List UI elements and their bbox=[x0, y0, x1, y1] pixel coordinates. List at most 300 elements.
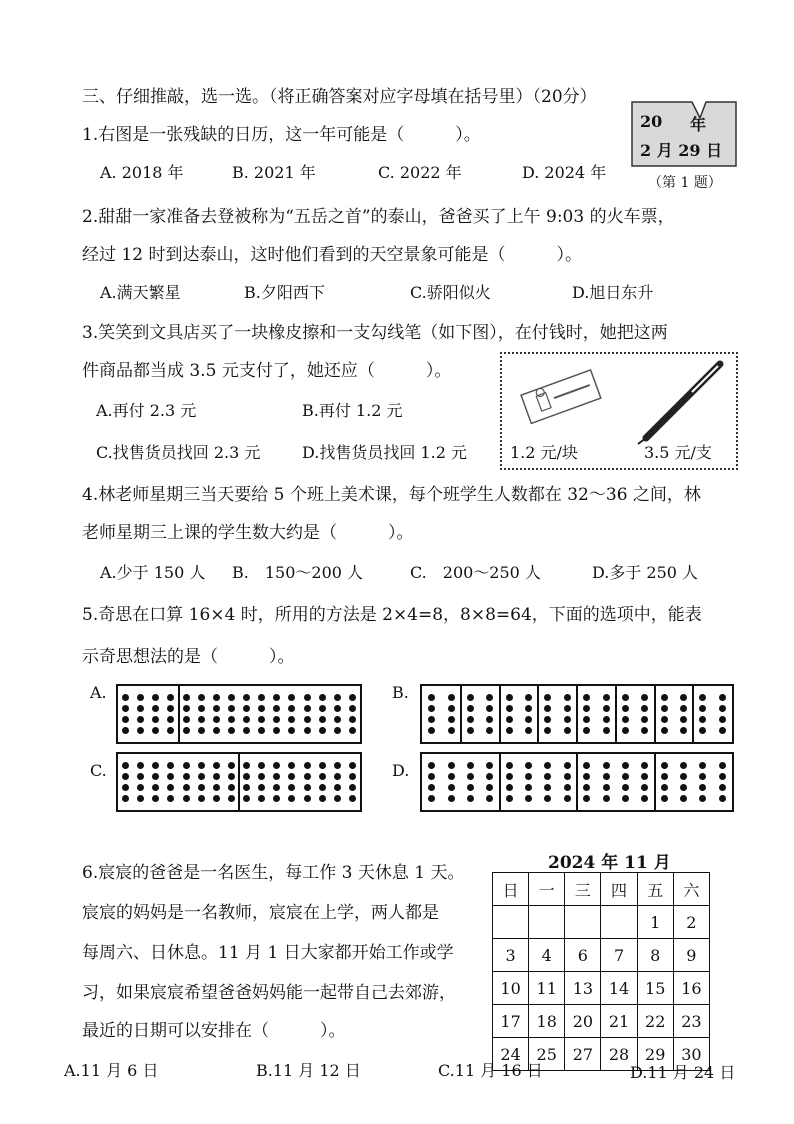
array-dot bbox=[137, 773, 144, 780]
array-dot bbox=[622, 762, 629, 769]
q1-option-d: D. 2024 年 bbox=[522, 163, 607, 182]
calendar-day bbox=[493, 906, 529, 939]
array-dot bbox=[583, 773, 590, 780]
array-dot bbox=[152, 784, 159, 791]
array-dot bbox=[486, 773, 493, 780]
array-dot bbox=[564, 784, 571, 791]
array-dot bbox=[349, 727, 356, 734]
weekday-header: 五 bbox=[637, 873, 673, 906]
calendar-day: 24 bbox=[493, 1038, 529, 1071]
array-dot bbox=[486, 795, 493, 802]
array-dot bbox=[273, 694, 280, 701]
array-dot bbox=[641, 716, 648, 723]
array-dot bbox=[467, 727, 474, 734]
array-dot bbox=[167, 762, 174, 769]
array-dot bbox=[564, 727, 571, 734]
array-dot bbox=[183, 795, 190, 802]
november-calendar bbox=[492, 872, 710, 1071]
array-dot bbox=[467, 716, 474, 723]
calendar-day bbox=[565, 906, 601, 939]
array-dot bbox=[448, 727, 455, 734]
array-dot bbox=[486, 727, 493, 734]
array-dot bbox=[183, 773, 190, 780]
array-dot bbox=[583, 762, 590, 769]
array-dot bbox=[467, 694, 474, 701]
array-dot bbox=[641, 705, 648, 712]
array-dot bbox=[349, 795, 356, 802]
q6-line5: 最近的日期可以安排在（ ）。 bbox=[82, 1021, 346, 1041]
array-dot bbox=[304, 762, 311, 769]
eraser-price: 1.2 元/块 bbox=[510, 443, 578, 462]
array-dot bbox=[525, 762, 532, 769]
array-dot bbox=[122, 784, 129, 791]
array-dot bbox=[122, 762, 129, 769]
calendar-week-row bbox=[493, 906, 710, 939]
calendar-day: 2 bbox=[673, 906, 709, 939]
array-dot bbox=[213, 716, 220, 723]
array-dot bbox=[122, 727, 129, 734]
array-dot bbox=[334, 705, 341, 712]
array-dot bbox=[622, 694, 629, 701]
array-dot bbox=[198, 773, 205, 780]
q1-caption: （第 1 题） bbox=[648, 175, 722, 191]
q3-option-a: A.再付 2.3 元 bbox=[96, 401, 197, 420]
weekday-header: 三 bbox=[565, 873, 601, 906]
array-dot bbox=[288, 795, 295, 802]
q4-option-c: C. 200～250 人 bbox=[410, 563, 541, 582]
q6-line1: 6.宸宸的爸爸是一名医生，每工作 3 天休息 1 天。 bbox=[82, 863, 465, 883]
array-dot bbox=[213, 727, 220, 734]
q5-label-b: B. bbox=[392, 683, 409, 702]
q6-line2: 宸宸的妈妈是一名教师，宸宸在上学，两人都是 bbox=[82, 903, 439, 923]
array-dot bbox=[719, 762, 726, 769]
array-dot bbox=[183, 694, 190, 701]
weekday-header: 六 bbox=[673, 873, 709, 906]
array-dot bbox=[661, 795, 668, 802]
array-dot bbox=[243, 694, 250, 701]
array-dot bbox=[448, 795, 455, 802]
array-dot bbox=[661, 694, 668, 701]
array-dot bbox=[334, 762, 341, 769]
array-dot bbox=[486, 705, 493, 712]
weekday-header: 一 bbox=[529, 873, 565, 906]
array-dot bbox=[719, 727, 726, 734]
pen-price: 3.5 元/支 bbox=[644, 443, 712, 462]
array-dot bbox=[228, 762, 235, 769]
array-dot bbox=[228, 694, 235, 701]
dot-array-d bbox=[420, 752, 734, 812]
array-dot bbox=[583, 705, 590, 712]
array-dot bbox=[334, 795, 341, 802]
array-dot bbox=[719, 795, 726, 802]
array-dot bbox=[122, 773, 129, 780]
array-divider bbox=[537, 686, 539, 742]
q6-option-a: A.11 月 6 日 bbox=[64, 1061, 159, 1080]
array-divider bbox=[654, 686, 656, 742]
array-dot bbox=[213, 773, 220, 780]
array-dot bbox=[719, 705, 726, 712]
array-divider bbox=[576, 754, 578, 810]
array-dot bbox=[641, 762, 648, 769]
array-dot bbox=[680, 773, 687, 780]
array-dot bbox=[506, 705, 513, 712]
array-dot bbox=[719, 784, 726, 791]
array-dot bbox=[243, 705, 250, 712]
array-dot bbox=[564, 716, 571, 723]
array-dot bbox=[349, 705, 356, 712]
array-dot bbox=[467, 705, 474, 712]
array-dot bbox=[622, 773, 629, 780]
calendar-day: 14 bbox=[601, 972, 637, 1005]
array-dot bbox=[137, 694, 144, 701]
calendar-week-row bbox=[493, 972, 710, 1005]
array-dot bbox=[544, 795, 551, 802]
calendar-day: 23 bbox=[673, 1005, 709, 1038]
array-dot bbox=[319, 795, 326, 802]
q6-option-c: C.11 月 16 日 bbox=[438, 1061, 543, 1080]
calendar-day: 30 bbox=[673, 1038, 709, 1071]
array-dot bbox=[428, 694, 435, 701]
calendar-day: 7 bbox=[601, 939, 637, 972]
array-dot bbox=[699, 694, 706, 701]
array-dot bbox=[641, 694, 648, 701]
array-dot bbox=[603, 694, 610, 701]
calendar-day bbox=[601, 906, 637, 939]
array-dot bbox=[641, 784, 648, 791]
array-dot bbox=[583, 795, 590, 802]
array-dot bbox=[183, 705, 190, 712]
array-dot bbox=[680, 705, 687, 712]
array-dot bbox=[137, 795, 144, 802]
array-dot bbox=[448, 716, 455, 723]
q6-line3: 每周六、日休息。11 月 1 日大家都开始工作或学 bbox=[82, 943, 454, 963]
array-dot bbox=[228, 705, 235, 712]
array-divider bbox=[499, 754, 501, 810]
eraser-icon bbox=[510, 362, 610, 432]
array-dot bbox=[183, 716, 190, 723]
array-dot bbox=[661, 727, 668, 734]
array-dot bbox=[564, 795, 571, 802]
calendar-day: 8 bbox=[637, 939, 673, 972]
array-dot bbox=[467, 773, 474, 780]
array-dot bbox=[680, 716, 687, 723]
array-dot bbox=[564, 705, 571, 712]
array-dot bbox=[334, 773, 341, 780]
q1-option-c: C. 2022 年 bbox=[378, 163, 462, 182]
calendar-day: 6 bbox=[565, 939, 601, 972]
array-dot bbox=[506, 727, 513, 734]
array-dot bbox=[564, 773, 571, 780]
array-dot bbox=[258, 762, 265, 769]
array-dot bbox=[680, 727, 687, 734]
q2-line2: 经过 12 时到达泰山，这时他们看到的天空景象可能是（ ）。 bbox=[82, 245, 582, 265]
q5-line1: 5.奇思在口算 16×4 时，所用的方法是 2×4=8，8×8=64，下面的选项中，能表 bbox=[82, 605, 702, 625]
array-dot bbox=[273, 705, 280, 712]
array-dot bbox=[334, 784, 341, 791]
q3-option-b: B.再付 1.2 元 bbox=[302, 401, 403, 420]
array-dot bbox=[699, 705, 706, 712]
array-dot bbox=[486, 762, 493, 769]
array-dot bbox=[152, 727, 159, 734]
array-dot bbox=[680, 762, 687, 769]
array-dot bbox=[641, 773, 648, 780]
array-divider bbox=[654, 754, 656, 810]
array-dot bbox=[167, 705, 174, 712]
array-dot bbox=[198, 716, 205, 723]
calendar-day bbox=[529, 906, 565, 939]
array-dot bbox=[213, 784, 220, 791]
dot-array-c bbox=[116, 752, 362, 812]
array-dot bbox=[349, 694, 356, 701]
array-dot bbox=[719, 716, 726, 723]
array-dot bbox=[349, 762, 356, 769]
array-dot bbox=[198, 705, 205, 712]
array-divider bbox=[178, 686, 180, 742]
array-dot bbox=[349, 784, 356, 791]
array-dot bbox=[603, 716, 610, 723]
array-dot bbox=[198, 762, 205, 769]
array-dot bbox=[258, 727, 265, 734]
array-dot bbox=[243, 727, 250, 734]
array-dot bbox=[544, 705, 551, 712]
array-dot bbox=[137, 784, 144, 791]
calendar-day: 15 bbox=[637, 972, 673, 1005]
q2-option-a: A.满天繁星 bbox=[100, 283, 181, 302]
array-dot bbox=[288, 716, 295, 723]
calendar-day: 9 bbox=[673, 939, 709, 972]
array-dot bbox=[506, 694, 513, 701]
array-dot bbox=[544, 784, 551, 791]
q3-line2: 件商品都当成 3.5 元支付了，她还应（ ）。 bbox=[82, 361, 452, 381]
q2-line1: 2.甜甜一家准备去登被称为“五岳之首”的泰山，爸爸买了上午 9:03 的火车票， bbox=[82, 207, 675, 227]
array-dot bbox=[319, 762, 326, 769]
array-dot bbox=[486, 694, 493, 701]
array-dot bbox=[428, 795, 435, 802]
array-dot bbox=[448, 762, 455, 769]
q1-option-a: A. 2018 年 bbox=[100, 163, 184, 182]
array-dot bbox=[525, 727, 532, 734]
array-dot bbox=[661, 773, 668, 780]
array-dot bbox=[319, 773, 326, 780]
array-dot bbox=[319, 727, 326, 734]
array-dot bbox=[544, 773, 551, 780]
array-dot bbox=[448, 784, 455, 791]
array-dot bbox=[525, 694, 532, 701]
array-dot bbox=[243, 795, 250, 802]
array-dot bbox=[349, 773, 356, 780]
array-dot bbox=[603, 784, 610, 791]
q1-option-b: B. 2021 年 bbox=[232, 163, 316, 182]
array-dot bbox=[641, 795, 648, 802]
array-dot bbox=[486, 784, 493, 791]
array-dot bbox=[661, 762, 668, 769]
q2-option-d: D.旭日东升 bbox=[572, 283, 654, 302]
array-dot bbox=[198, 795, 205, 802]
array-dot bbox=[544, 762, 551, 769]
array-dot bbox=[228, 773, 235, 780]
dot-array-a bbox=[116, 684, 362, 744]
array-dot bbox=[288, 773, 295, 780]
array-dot bbox=[304, 694, 311, 701]
array-dot bbox=[699, 762, 706, 769]
array-dot bbox=[544, 727, 551, 734]
array-dot bbox=[603, 762, 610, 769]
array-dot bbox=[304, 784, 311, 791]
q4-option-a: A.少于 150 人 bbox=[100, 563, 206, 582]
array-dot bbox=[258, 705, 265, 712]
q6-line4: 习，如果宸宸希望爸爸妈妈能一起带自己去郊游， bbox=[82, 983, 456, 1003]
array-dot bbox=[525, 795, 532, 802]
array-divider bbox=[460, 686, 462, 742]
section-title: 三、仔细推敲，选一选。（将正确答案对应字母填在括号里）（20分） bbox=[82, 87, 597, 107]
array-dot bbox=[243, 762, 250, 769]
q2-option-c: C.骄阳似火 bbox=[410, 283, 491, 302]
array-dot bbox=[273, 716, 280, 723]
array-dot bbox=[583, 694, 590, 701]
array-dot bbox=[506, 762, 513, 769]
calendar-card-year-prefix: 20 bbox=[640, 112, 663, 131]
q4-line1: 4.林老师星期三当天要给 5 个班上美术课，每个班学生人数都在 32～36 之间，林 bbox=[82, 485, 701, 505]
weekday-header: 日 bbox=[493, 873, 529, 906]
array-dot bbox=[304, 727, 311, 734]
array-dot bbox=[152, 705, 159, 712]
array-dot bbox=[258, 795, 265, 802]
array-dot bbox=[506, 773, 513, 780]
array-dot bbox=[661, 716, 668, 723]
array-dot bbox=[448, 773, 455, 780]
array-dot bbox=[603, 795, 610, 802]
array-dot bbox=[564, 762, 571, 769]
array-dot bbox=[213, 795, 220, 802]
dot-array-b bbox=[420, 684, 734, 744]
array-dot bbox=[152, 795, 159, 802]
calendar-day: 29 bbox=[637, 1038, 673, 1071]
array-dot bbox=[213, 694, 220, 701]
calendar-day: 1 bbox=[637, 906, 673, 939]
array-dot bbox=[699, 773, 706, 780]
calendar-day: 3 bbox=[493, 939, 529, 972]
pen-icon bbox=[630, 356, 730, 446]
array-dot bbox=[273, 784, 280, 791]
array-dot bbox=[719, 773, 726, 780]
calendar-day: 18 bbox=[529, 1005, 565, 1038]
array-dot bbox=[152, 773, 159, 780]
array-dot bbox=[699, 784, 706, 791]
q5-label-d: D. bbox=[392, 761, 410, 780]
array-divider bbox=[615, 686, 617, 742]
array-dot bbox=[167, 784, 174, 791]
array-dot bbox=[198, 694, 205, 701]
array-dot bbox=[167, 727, 174, 734]
array-dot bbox=[243, 716, 250, 723]
array-dot bbox=[525, 716, 532, 723]
q4-option-d: D.多于 250 人 bbox=[592, 563, 699, 582]
array-dot bbox=[213, 762, 220, 769]
q5-line2: 示奇思想法的是（ ）。 bbox=[82, 647, 295, 667]
array-dot bbox=[319, 694, 326, 701]
array-dot bbox=[661, 705, 668, 712]
q3-line1: 3.笑笑到文具店买了一块橡皮擦和一支勾线笔（如下图），在付钱时，她把这两 bbox=[82, 323, 668, 343]
array-dot bbox=[680, 694, 687, 701]
array-dot bbox=[288, 727, 295, 734]
array-dot bbox=[622, 795, 629, 802]
array-dot bbox=[258, 773, 265, 780]
array-dot bbox=[183, 784, 190, 791]
array-dot bbox=[228, 784, 235, 791]
q6-option-b: B.11 月 12 日 bbox=[256, 1061, 361, 1080]
calendar-card-date: 2 月 29 日 bbox=[640, 141, 723, 160]
q4-option-b: B. 150～200 人 bbox=[232, 563, 364, 582]
array-dot bbox=[506, 716, 513, 723]
array-dot bbox=[152, 694, 159, 701]
array-dot bbox=[506, 795, 513, 802]
array-dot bbox=[428, 784, 435, 791]
array-dot bbox=[467, 784, 474, 791]
array-dot bbox=[349, 716, 356, 723]
calendar-day: 11 bbox=[529, 972, 565, 1005]
array-dot bbox=[622, 716, 629, 723]
array-dot bbox=[152, 716, 159, 723]
array-dot bbox=[137, 727, 144, 734]
q6-option-d: D.11 月 24 日 bbox=[630, 1063, 736, 1082]
array-dot bbox=[319, 716, 326, 723]
calendar-day: 17 bbox=[493, 1005, 529, 1038]
array-dot bbox=[258, 716, 265, 723]
array-dot bbox=[428, 762, 435, 769]
array-divider bbox=[576, 686, 578, 742]
array-divider bbox=[692, 686, 694, 742]
calendar-day: 27 bbox=[565, 1038, 601, 1071]
array-dot bbox=[699, 795, 706, 802]
array-dot bbox=[334, 694, 341, 701]
array-dot bbox=[258, 784, 265, 791]
array-dot bbox=[448, 705, 455, 712]
array-dot bbox=[228, 727, 235, 734]
array-dot bbox=[448, 694, 455, 701]
array-dot bbox=[486, 716, 493, 723]
array-dot bbox=[334, 727, 341, 734]
array-dot bbox=[137, 762, 144, 769]
array-dot bbox=[319, 784, 326, 791]
array-dot bbox=[467, 762, 474, 769]
array-dot bbox=[137, 705, 144, 712]
q5-label-c: C. bbox=[90, 761, 107, 780]
array-dot bbox=[198, 784, 205, 791]
array-dot bbox=[622, 727, 629, 734]
q5-label-a: A. bbox=[90, 683, 107, 702]
calendar-day: 4 bbox=[529, 939, 565, 972]
array-dot bbox=[304, 773, 311, 780]
array-dot bbox=[506, 784, 513, 791]
array-dot bbox=[641, 727, 648, 734]
array-dot bbox=[213, 705, 220, 712]
array-dot bbox=[273, 727, 280, 734]
array-dot bbox=[122, 705, 129, 712]
array-dot bbox=[680, 795, 687, 802]
q4-line2: 老师星期三上课的学生数大约是（ ）。 bbox=[82, 523, 414, 543]
array-dot bbox=[544, 694, 551, 701]
array-dot bbox=[428, 705, 435, 712]
calendar-week-row bbox=[493, 1005, 710, 1038]
array-dot bbox=[198, 727, 205, 734]
array-dot bbox=[152, 762, 159, 769]
array-dot bbox=[334, 716, 341, 723]
array-dot bbox=[319, 705, 326, 712]
calendar-day: 21 bbox=[601, 1005, 637, 1038]
array-dot bbox=[564, 694, 571, 701]
calendar-day: 25 bbox=[529, 1038, 565, 1071]
array-dot bbox=[525, 784, 532, 791]
